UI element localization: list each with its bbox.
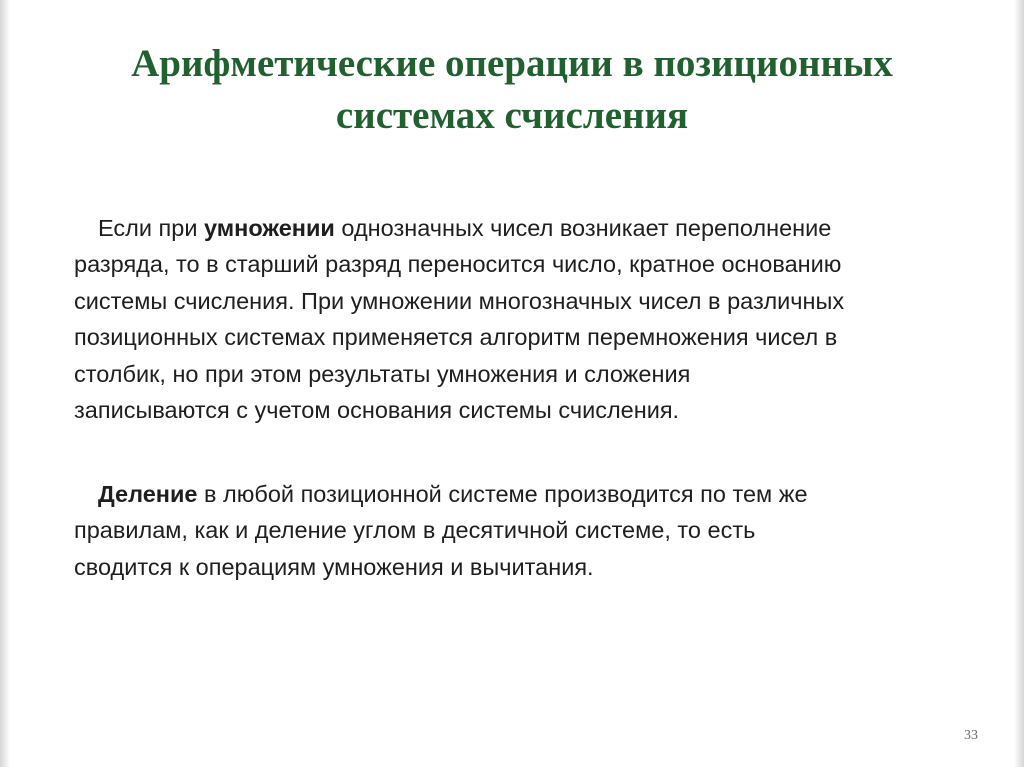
paragraph-1-line-1-rest: однозначных чисел возникает переполнение [334,215,832,241]
slide-title-line-2: системах счисления [335,94,689,137]
page-number: 33 [964,728,978,743]
keyword-multiplication: умножении [203,215,335,241]
paragraph-multiplication [74,210,974,428]
paragraph-1-line-6: записываются с учетом основания системы счисления. [74,397,680,424]
paragraph-1-line-5: столбик, но при этом результаты умножения и сложения [74,360,691,387]
paragraph-division [74,476,974,585]
paragraph-2-line-1 [74,476,974,512]
keyword-division: Деление [98,481,198,507]
paragraph-1-line-3: системы счисления. При умножении многозначных чисел в различных [74,287,845,314]
slide-left-edge-shadow [0,0,10,767]
paragraph-1-line-2: разряда, то в старший разряд переносится число, кратное основанию [74,251,842,278]
slide-title [40,38,984,142]
paragraph-2-line-2: правилам, как и деление углом в десятичной системе, то есть [74,517,756,544]
paragraph-1-line-1 [74,210,974,246]
paragraph-2-line-1-rest: в любой позиционной системе производится по тем же [197,481,808,507]
paragraph-2-line-3: сводится к операциям умножения и вычитания. [74,553,594,580]
paragraph-1-line-4: позиционных системах применяется алгоритм перемножения чисел в [74,324,838,351]
slide-title-line-1: Арифметические операции в позиционных [131,42,893,85]
paragraph-1-lead: Если при [98,215,204,241]
slide-right-edge-shadow [1014,0,1024,767]
